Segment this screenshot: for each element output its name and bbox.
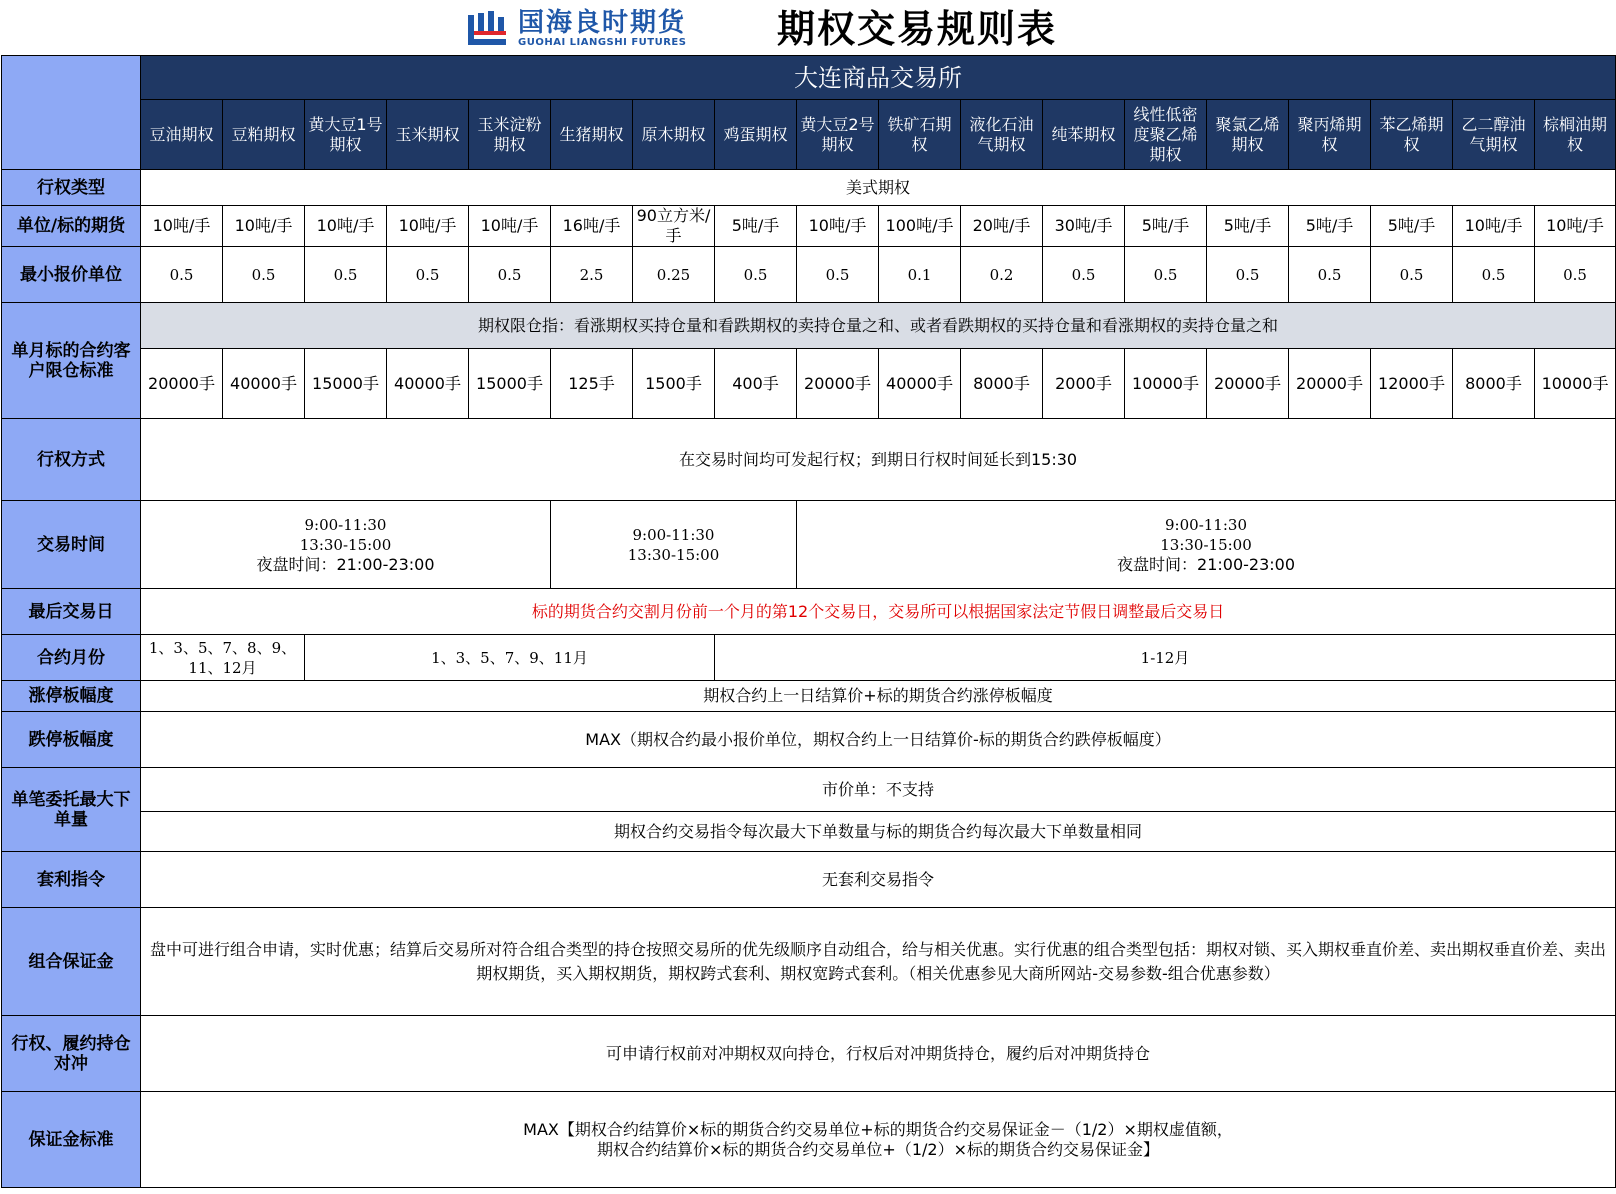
position-limit-value: 20000手	[1289, 349, 1371, 419]
product-name: 玉米期权	[387, 100, 469, 170]
trading-hours-1-morning: 9:00-11:30	[304, 515, 387, 534]
trading-hours-2-afternoon: 13:30-15:00	[627, 545, 720, 564]
unit-value: 10吨/手	[223, 206, 305, 247]
unit-value: 10吨/手	[797, 206, 879, 247]
product-name: 豆粕期权	[223, 100, 305, 170]
tick-value: 0.5	[1453, 247, 1535, 303]
trading-hours-1-night: 夜盘时间：21:00-23:00	[256, 554, 435, 574]
exercise-method-value: 在交易时间均可发起行权；到期日行权时间延长到15:30	[141, 419, 1616, 501]
position-limit-value: 20000手	[797, 349, 879, 419]
margin-formula	[141, 1092, 1616, 1188]
product-header-row	[2, 100, 1616, 170]
max-order-market-value: 市价单：不支持	[141, 768, 1616, 812]
contract-months-group-2: 1、3、5、7、9、11月	[305, 635, 715, 681]
product-name: 鸡蛋期权	[715, 100, 797, 170]
position-limit-value: 10000手	[1125, 349, 1207, 419]
trading-hours-3-morning: 9:00-11:30	[1165, 515, 1247, 534]
trading-hours-3-afternoon: 13:30-15:00	[1160, 535, 1252, 554]
tick-value: 0.5	[1125, 247, 1207, 303]
margin-formula-line-1: MAX【期权合约结算价×标的期货合约交易单位+标的期货合约交易保证金－（1/2）×期权虚值额，	[523, 1119, 1233, 1139]
tick-value: 2.5	[551, 247, 633, 303]
contract-months-group-1: 1、3、5、7、8、9、11、12月	[141, 635, 305, 681]
corner-cell	[2, 56, 141, 170]
last-trading-day-value: 标的期货合约交割月份前一个月的第12个交易日，交易所可以根据国家法定节假日调整最后交易日	[141, 589, 1616, 635]
tick-value: 0.5	[1535, 247, 1616, 303]
tick-value: 0.5	[141, 247, 223, 303]
position-limit-value: 8000手	[1453, 349, 1535, 419]
trading-hours-group-2	[551, 501, 797, 589]
trading-hours-1-afternoon: 13:30-15:00	[299, 535, 392, 554]
position-limit-value: 15000手	[305, 349, 387, 419]
product-name: 生猪期权	[551, 100, 633, 170]
product-name: 黄大豆2号期权	[797, 100, 879, 170]
product-name: 玉米淀粉期权	[469, 100, 551, 170]
row-label-combo-margin: 组合保证金	[2, 908, 141, 1016]
row-label-position-limit: 单月标的合约客户限仓标准	[2, 303, 141, 419]
tick-row	[2, 247, 1616, 303]
contract-months-group-3: 1-12月	[715, 635, 1616, 681]
row-label-limit-down: 跌停板幅度	[2, 712, 141, 768]
product-name: 豆油期权	[141, 100, 223, 170]
position-limit-value: 20000手	[1207, 349, 1289, 419]
tick-value: 0.5	[387, 247, 469, 303]
position-limit-value: 2000手	[1043, 349, 1125, 419]
row-label-trading-hours: 交易时间	[2, 501, 141, 589]
unit-value: 10吨/手	[469, 206, 551, 247]
row-label-exercise-type: 行权类型	[2, 170, 141, 206]
unit-value: 5吨/手	[1371, 206, 1453, 247]
logo-mark-icon	[466, 9, 510, 49]
tick-value: 0.5	[305, 247, 387, 303]
unit-value: 10吨/手	[305, 206, 387, 247]
logo-chinese-name: 国海良时期货	[518, 8, 687, 38]
unit-value: 16吨/手	[551, 206, 633, 247]
position-limit-value: 20000手	[141, 349, 223, 419]
row-label-unit: 单位/标的期货	[2, 206, 141, 247]
unit-value: 20吨/手	[961, 206, 1043, 247]
tick-value: 0.5	[797, 247, 879, 303]
row-label-max-order: 单笔委托最大下单量	[2, 768, 141, 852]
row-label-last-trading-day: 最后交易日	[2, 589, 141, 635]
position-limit-note: 期权限仓指：看涨期权买持仓量和看跌期权的卖持仓量之和、或者看跌期权的买持仓量和看涨期权的卖持仓量之和	[141, 303, 1616, 349]
product-name: 乙二醇油气期权	[1453, 100, 1535, 170]
position-limit-value: 40000手	[223, 349, 305, 419]
combo-margin-value: 盘中可进行组合申请，实时优惠；结算后交易所对符合组合类型的持仓按照交易所的优先级顺序自动组合，给与相关优惠。实行优惠的组合类型包括：期权对锁、买入期权垂直价差、卖出期权垂直价差、卖出期权期货，买入期权期货，期权跨式套利、期权宽跨式套利。（相关优惠参见大商所网站-交易参数-组合优惠参数）	[141, 908, 1616, 1016]
row-label-contract-months: 合约月份	[2, 635, 141, 681]
unit-value: 30吨/手	[1043, 206, 1125, 247]
unit-value: 5吨/手	[1207, 206, 1289, 247]
tick-value: 0.5	[1207, 247, 1289, 303]
margin-formula-line-2: 期权合约结算价×标的期货合约交易单位+（1/2）×标的期货合约交易保证金】	[597, 1139, 1159, 1159]
tick-value: 0.1	[879, 247, 961, 303]
position-limit-value: 1500手	[633, 349, 715, 419]
position-limit-value: 400手	[715, 349, 797, 419]
row-label-margin: 保证金标准	[2, 1092, 141, 1188]
row-label-arbitrage: 套利指令	[2, 852, 141, 908]
product-name: 原木期权	[633, 100, 715, 170]
unit-value: 100吨/手	[879, 206, 961, 247]
product-name: 铁矿石期权	[879, 100, 961, 170]
position-limit-value: 40000手	[387, 349, 469, 419]
company-logo	[466, 9, 686, 49]
row-label-exercise-method: 行权方式	[2, 419, 141, 501]
tick-value: 0.5	[469, 247, 551, 303]
trading-hours-group-3	[797, 501, 1616, 589]
product-name: 聚氯乙烯期权	[1207, 100, 1289, 170]
position-limit-value: 15000手	[469, 349, 551, 419]
row-label-limit-up: 涨停板幅度	[2, 681, 141, 712]
title-bar	[0, 0, 1616, 56]
unit-value: 5吨/手	[1125, 206, 1207, 247]
position-limit-row	[2, 349, 1616, 419]
tick-value: 0.5	[1289, 247, 1371, 303]
product-name: 纯苯期权	[1043, 100, 1125, 170]
unit-value: 5吨/手	[715, 206, 797, 247]
position-limit-value: 10000手	[1535, 349, 1616, 419]
trading-hours-3-night: 夜盘时间：21:00-23:00	[1117, 554, 1296, 574]
position-limit-value: 125手	[551, 349, 633, 419]
exercise-type-value: 美式期权	[141, 170, 1616, 206]
exchange-header: 大连商品交易所	[141, 56, 1616, 100]
tick-value: 0.5	[1043, 247, 1125, 303]
tick-value: 0.5	[223, 247, 305, 303]
position-limit-value: 40000手	[879, 349, 961, 419]
unit-value: 10吨/手	[141, 206, 223, 247]
unit-value: 10吨/手	[387, 206, 469, 247]
product-name: 苯乙烯期权	[1371, 100, 1453, 170]
unit-value: 5吨/手	[1289, 206, 1371, 247]
unit-value: 10吨/手	[1453, 206, 1535, 247]
product-name: 线性低密度聚乙烯期权	[1125, 100, 1207, 170]
limit-up-value: 期权合约上一日结算价+标的期货合约涨停板幅度	[141, 681, 1616, 712]
product-name: 聚丙烯期权	[1289, 100, 1371, 170]
tick-value: 0.2	[961, 247, 1043, 303]
position-limit-value: 8000手	[961, 349, 1043, 419]
max-order-limit-value: 期权合约交易指令每次最大下单数量与标的期货合约每次最大下单数量相同	[141, 812, 1616, 852]
trading-hours-2-morning: 9:00-11:30	[632, 525, 715, 544]
product-name: 棕榈油期权	[1535, 100, 1616, 170]
position-limit-value: 12000手	[1371, 349, 1453, 419]
unit-value: 90立方米/手	[633, 206, 715, 247]
page-title: 期权交易规则表	[777, 7, 1058, 51]
trading-hours-group-1	[141, 501, 551, 589]
product-name: 液化石油气期权	[961, 100, 1043, 170]
row-label-tick: 最小报价单位	[2, 247, 141, 303]
option-rules-table	[1, 55, 1616, 1188]
tick-value: 0.25	[633, 247, 715, 303]
offset-value: 可申请行权前对冲期权双向持仓，行权后对冲期货持仓，履约后对冲期货持仓	[141, 1016, 1616, 1092]
logo-english-name: GUOHAI LIANGSHI FUTURES	[518, 37, 687, 48]
limit-down-value: MAX（期权合约最小报价单位，期权合约上一日结算价-标的期货合约跌停板幅度）	[141, 712, 1616, 768]
tick-value: 0.5	[715, 247, 797, 303]
arbitrage-value: 无套利交易指令	[141, 852, 1616, 908]
unit-row	[2, 206, 1616, 247]
row-label-offset: 行权、履约持仓对冲	[2, 1016, 141, 1092]
product-name: 黄大豆1号期权	[305, 100, 387, 170]
tick-value: 0.5	[1371, 247, 1453, 303]
unit-value: 10吨/手	[1535, 206, 1616, 247]
